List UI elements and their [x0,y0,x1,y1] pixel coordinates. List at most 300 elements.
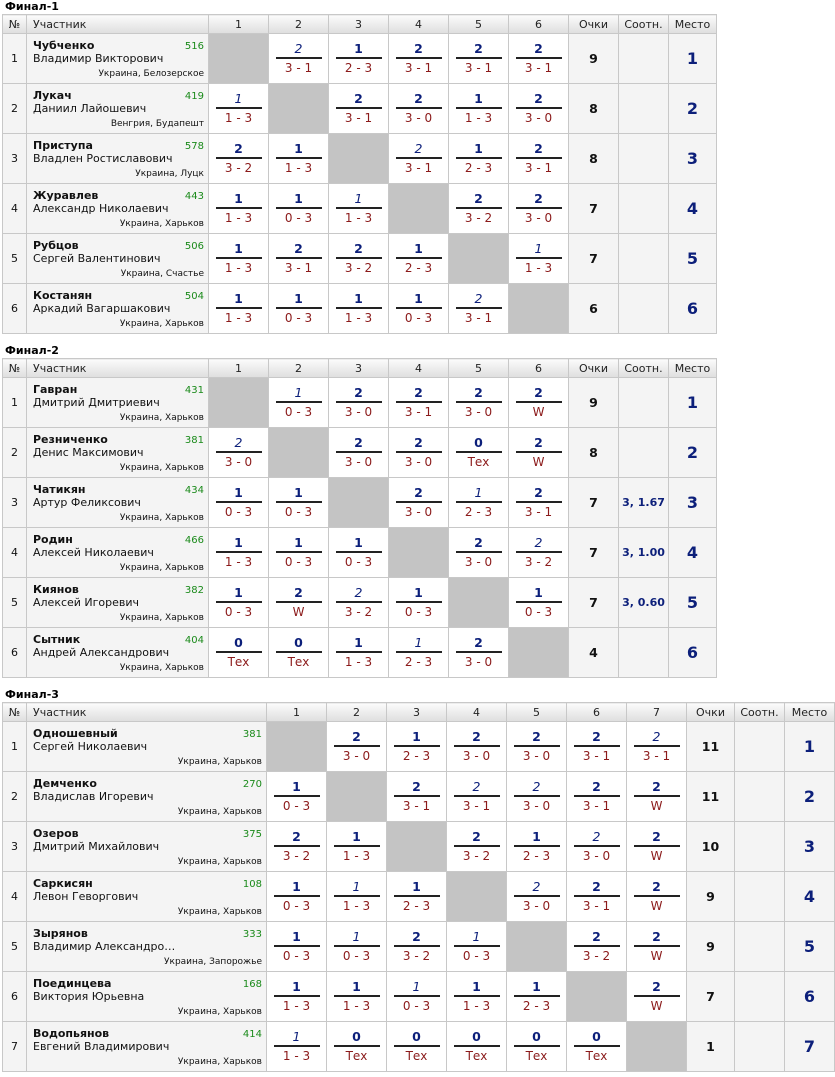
match-cell[interactable] [449,284,509,334]
col-header-opponent: 5 [449,15,509,34]
score-divider [394,1045,440,1047]
match-cell[interactable] [507,1022,567,1072]
match-points: 2 [412,929,421,944]
match-score: 3 - 2 [582,949,611,963]
match-score: 1 - 3 [224,111,253,125]
match-cell[interactable] [567,922,627,972]
match-score: 3 - 2 [224,161,253,175]
match-cell[interactable] [389,578,449,628]
match-cell[interactable] [509,34,569,84]
tournament-group [2,0,716,334]
match-points: 2 [534,91,543,106]
final-place: 3 [669,478,717,528]
match-points: 2 [294,241,303,256]
match-cell[interactable] [209,184,269,234]
player-rating: 431 [184,385,204,396]
match-score: 3 - 2 [524,555,553,569]
player-surname[interactable]: Гавран [33,383,78,396]
match-cell[interactable] [509,378,569,428]
results-table [2,702,835,1072]
row-number: 3 [3,822,27,872]
score-divider [396,651,442,653]
match-cell[interactable] [267,822,327,872]
match-points: 0 [412,1029,421,1044]
match-points: 1 [292,779,301,794]
match-score: 2 - 3 [404,261,433,275]
tiebreak-ratio [619,234,669,284]
match-score: 3 - 1 [402,799,431,813]
total-points: 9 [687,922,735,972]
match-cell[interactable] [507,772,567,822]
col-header-opponent: 1 [209,15,269,34]
total-points: 7 [569,578,619,628]
player-surname[interactable]: Чатикян [33,483,86,496]
col-header-opponent: 3 [387,703,447,722]
match-points: 0 [472,1029,481,1044]
match-cell[interactable] [389,284,449,334]
results-table [2,358,717,678]
match-points: 1 [234,91,243,106]
player-surname[interactable]: Поединцева [33,977,112,990]
match-score: 0 - 3 [284,311,313,325]
player-given-name: Сергей Николаевич [33,740,148,753]
match-cell[interactable] [329,84,389,134]
player-surname[interactable]: Одношевный [33,727,118,740]
score-divider [336,107,382,109]
tiebreak-ratio [619,428,669,478]
total-points: 6 [569,284,619,334]
match-cell[interactable] [447,972,507,1022]
match-points: 2 [592,929,601,944]
col-header-opponent: 5 [507,703,567,722]
match-cell[interactable] [507,822,567,872]
player-surname[interactable]: Лукач [33,89,72,102]
match-points: 1 [294,485,303,500]
tiebreak-ratio [735,872,785,922]
tiebreak-ratio [619,34,669,84]
row-number: 2 [3,772,27,822]
match-score: W [650,799,663,813]
player-surname[interactable]: Костанян [33,289,93,302]
player-given-name: Дмитрий Дмитриевич [33,396,160,409]
match-points: 1 [352,929,361,944]
match-score: 1 - 3 [284,161,313,175]
score-divider [216,107,262,109]
match-score: 1 - 3 [342,999,371,1013]
score-divider [216,307,262,309]
match-cell[interactable] [627,872,687,922]
match-cell[interactable] [449,134,509,184]
score-divider [276,207,322,209]
match-cell[interactable] [387,972,447,1022]
match-cell[interactable] [327,822,387,872]
player-surname[interactable]: Демченко [33,777,97,790]
match-cell[interactable] [387,722,447,772]
match-cell[interactable] [327,972,387,1022]
match-cell[interactable] [627,772,687,822]
player-rating: 466 [184,535,204,546]
row-number: 1 [3,34,27,84]
match-points: 0 [592,1029,601,1044]
col-header-ratio: Соотн. [735,703,785,722]
match-cell[interactable] [209,578,269,628]
match-points: 2 [354,385,363,400]
col-header-place: Место [669,15,717,34]
match-cell[interactable] [389,234,449,284]
match-cell[interactable] [507,872,567,922]
col-header-opponent: 6 [509,359,569,378]
score-divider [276,651,322,653]
player-cell [27,972,267,1022]
match-score: 3 - 0 [582,849,611,863]
match-score: 3 - 1 [582,899,611,913]
player-cell [27,722,267,772]
score-divider [396,501,442,503]
match-points: 2 [592,779,601,794]
match-cell[interactable] [269,34,329,84]
match-score: Тех [287,655,310,669]
match-cell[interactable] [509,234,569,284]
col-header-no: № [3,703,27,722]
score-divider [396,257,442,259]
match-cell[interactable] [389,34,449,84]
score-divider [634,795,680,797]
match-cell[interactable] [389,378,449,428]
match-cell[interactable] [447,1022,507,1072]
match-cell[interactable] [209,134,269,184]
match-points: 2 [354,585,363,600]
match-cell[interactable] [329,428,389,478]
match-cell[interactable] [329,234,389,284]
diagonal-cell [329,478,389,528]
match-cell[interactable] [209,284,269,334]
match-points: 1 [234,291,243,306]
player-rating: 434 [184,485,204,496]
player-surname[interactable]: Киянов [33,583,79,596]
match-cell[interactable] [509,528,569,578]
col-header-opponent: 2 [327,703,387,722]
player-rating: 168 [242,979,262,990]
player-rating: 414 [242,1029,262,1040]
player-rating: 578 [184,141,204,152]
player-cell [27,922,267,972]
total-points: 9 [569,34,619,84]
score-divider [216,601,262,603]
match-score: 0 - 3 [342,949,371,963]
score-divider [394,945,440,947]
player-surname[interactable]: Сытник [33,633,81,646]
score-divider [516,57,562,59]
player-cell [27,578,209,628]
match-score: 1 - 3 [224,311,253,325]
match-cell[interactable] [269,378,329,428]
match-cell[interactable] [447,772,507,822]
match-cell[interactable] [449,628,509,678]
player-cell [27,822,267,872]
match-cell[interactable] [329,378,389,428]
match-cell[interactable] [567,772,627,822]
match-points: 1 [292,979,301,994]
match-points: 2 [652,779,661,794]
player-surname[interactable]: Рубцов [33,239,79,252]
score-divider [456,451,502,453]
table-row [3,184,717,234]
match-cell[interactable] [329,628,389,678]
player-surname[interactable]: Чубченко [33,39,95,52]
match-cell[interactable] [329,578,389,628]
match-cell[interactable] [509,184,569,234]
match-score: 2 - 3 [464,505,493,519]
match-points: 0 [474,435,483,450]
match-cell[interactable] [447,722,507,772]
match-cell[interactable] [627,922,687,972]
match-points: 1 [412,879,421,894]
col-header-opponent: 4 [389,15,449,34]
match-points: 2 [414,485,423,500]
col-header-no: № [3,359,27,378]
match-cell[interactable] [327,722,387,772]
match-cell[interactable] [269,528,329,578]
match-score: Тех [585,1049,608,1063]
match-score: 3 - 1 [344,111,373,125]
match-cell[interactable] [387,772,447,822]
player-surname[interactable]: Приступа [33,139,93,152]
match-cell[interactable] [209,84,269,134]
match-cell[interactable] [209,628,269,678]
match-cell[interactable] [209,428,269,478]
match-score: 1 - 3 [224,555,253,569]
player-rating: 382 [184,585,204,596]
match-points: 2 [472,829,481,844]
diagonal-cell [327,772,387,822]
diagonal-cell [449,578,509,628]
match-cell[interactable] [509,134,569,184]
row-number: 6 [3,284,27,334]
score-divider [516,157,562,159]
match-cell[interactable] [449,528,509,578]
score-divider [274,995,320,997]
match-cell[interactable] [209,234,269,284]
final-place: 6 [669,628,717,678]
score-divider [334,1045,380,1047]
match-cell[interactable] [509,478,569,528]
match-cell[interactable] [389,84,449,134]
match-cell[interactable] [389,478,449,528]
table-row [3,872,835,922]
match-score: 1 - 3 [342,899,371,913]
match-points: 2 [532,879,541,894]
match-cell[interactable] [387,922,447,972]
match-cell[interactable] [389,628,449,678]
total-points: 10 [687,822,735,872]
match-points: 2 [294,41,303,56]
match-cell[interactable] [449,378,509,428]
tournament-group [2,344,716,678]
match-score: 3 - 1 [464,61,493,75]
player-surname[interactable]: Саркисян [33,877,93,890]
match-score: 0 - 3 [284,211,313,225]
match-points: 1 [474,485,483,500]
player-rating: 375 [242,829,262,840]
player-location: Украина, Счастье [120,269,204,279]
match-cell[interactable] [507,972,567,1022]
tiebreak-ratio [619,84,669,134]
match-score: 3 - 2 [462,849,491,863]
player-surname[interactable]: Зырянов [33,927,88,940]
row-number: 5 [3,234,27,284]
score-divider [216,157,262,159]
match-score: 0 - 3 [284,555,313,569]
match-cell[interactable] [327,1022,387,1072]
match-cell[interactable] [267,972,327,1022]
match-cell[interactable] [449,428,509,478]
match-score: 2 - 3 [464,161,493,175]
match-cell[interactable] [627,822,687,872]
match-points: 2 [652,879,661,894]
total-points: 1 [687,1022,735,1072]
match-cell[interactable] [627,972,687,1022]
match-cell[interactable] [269,234,329,284]
player-cell [27,184,209,234]
player-cell [27,134,209,184]
match-cell[interactable] [389,428,449,478]
score-divider [276,601,322,603]
match-cell[interactable] [267,872,327,922]
player-cell [27,628,209,678]
match-points: 1 [472,929,481,944]
player-cell [27,284,209,334]
player-given-name: Владимир Александро… [33,940,176,953]
group-title: Финал-3 [5,688,59,701]
player-given-name: Артур Феликсович [33,496,141,509]
player-surname[interactable]: Озеров [33,827,79,840]
match-cell[interactable] [329,34,389,84]
match-cell[interactable] [269,284,329,334]
final-place: 5 [785,922,835,972]
player-given-name: Денис Максимович [33,446,144,459]
match-points: 2 [474,385,483,400]
player-location: Украина, Запорожье [164,957,262,967]
player-location: Украина, Белозерское [98,69,204,79]
match-points: 2 [292,829,301,844]
match-cell[interactable] [509,84,569,134]
match-points: 1 [354,291,363,306]
score-divider [454,795,500,797]
match-cell[interactable] [507,722,567,772]
match-score: 3 - 0 [224,455,253,469]
player-given-name: Владлен Ростиславович [33,152,173,165]
match-cell[interactable] [389,134,449,184]
player-surname[interactable]: Водопьянов [33,1027,110,1040]
player-given-name: Андрей Александрович [33,646,170,659]
match-cell[interactable] [449,184,509,234]
match-cell[interactable] [209,478,269,528]
match-cell[interactable] [327,872,387,922]
match-cell[interactable] [567,722,627,772]
match-cell[interactable] [269,578,329,628]
match-score: 3 - 1 [284,61,313,75]
player-surname[interactable]: Родин [33,533,73,546]
score-divider [516,601,562,603]
final-place: 5 [669,234,717,284]
score-divider [336,451,382,453]
score-divider [454,1045,500,1047]
match-cell[interactable] [627,722,687,772]
group-title: Финал-1 [5,0,59,13]
match-score: W [650,999,663,1013]
total-points: 8 [569,84,619,134]
match-cell[interactable] [329,184,389,234]
match-cell[interactable] [509,428,569,478]
match-points: 1 [414,291,423,306]
match-score: 3 - 2 [344,605,373,619]
match-cell[interactable] [269,478,329,528]
match-cell[interactable] [267,922,327,972]
match-points: 2 [234,141,243,156]
col-header-player: Участник [27,359,209,378]
match-points: 2 [652,929,661,944]
match-cell[interactable] [267,772,327,822]
player-surname[interactable]: Резниченко [33,433,108,446]
match-cell[interactable] [327,922,387,972]
match-score: 3 - 2 [282,849,311,863]
match-cell[interactable] [329,284,389,334]
score-divider [334,745,380,747]
match-cell[interactable] [509,578,569,628]
player-location: Украина, Харьков [119,663,204,673]
match-cell[interactable] [567,822,627,872]
table-row [3,772,835,822]
match-cell[interactable] [447,822,507,872]
total-points: 11 [687,722,735,772]
match-cell[interactable] [567,1022,627,1072]
diagonal-cell [269,84,329,134]
match-cell[interactable] [449,84,509,134]
table-row [3,284,717,334]
match-points: 1 [294,191,303,206]
match-cell[interactable] [209,528,269,578]
match-cell[interactable] [269,628,329,678]
match-score: 1 - 3 [282,999,311,1013]
match-score: 3 - 0 [524,111,553,125]
match-points: 1 [532,829,541,844]
player-given-name: Дмитрий Михайлович [33,840,160,853]
match-cell[interactable] [267,1022,327,1072]
match-cell[interactable] [447,922,507,972]
score-divider [276,157,322,159]
player-rating: 404 [184,635,204,646]
total-points: 4 [569,628,619,678]
final-place: 4 [785,872,835,922]
match-cell[interactable] [449,478,509,528]
tiebreak-ratio [619,184,669,234]
match-cell[interactable] [269,184,329,234]
row-number: 5 [3,578,27,628]
player-location: Украина, Харьков [177,757,262,767]
match-cell[interactable] [387,872,447,922]
table-row [3,972,835,1022]
match-cell[interactable] [449,34,509,84]
score-divider [216,651,262,653]
match-cell[interactable] [329,528,389,578]
match-points: 1 [354,535,363,550]
match-cell[interactable] [387,1022,447,1072]
match-points: 1 [234,241,243,256]
row-number: 6 [3,628,27,678]
player-surname[interactable]: Журавлев [33,189,99,202]
match-cell[interactable] [269,134,329,184]
match-cell[interactable] [567,872,627,922]
